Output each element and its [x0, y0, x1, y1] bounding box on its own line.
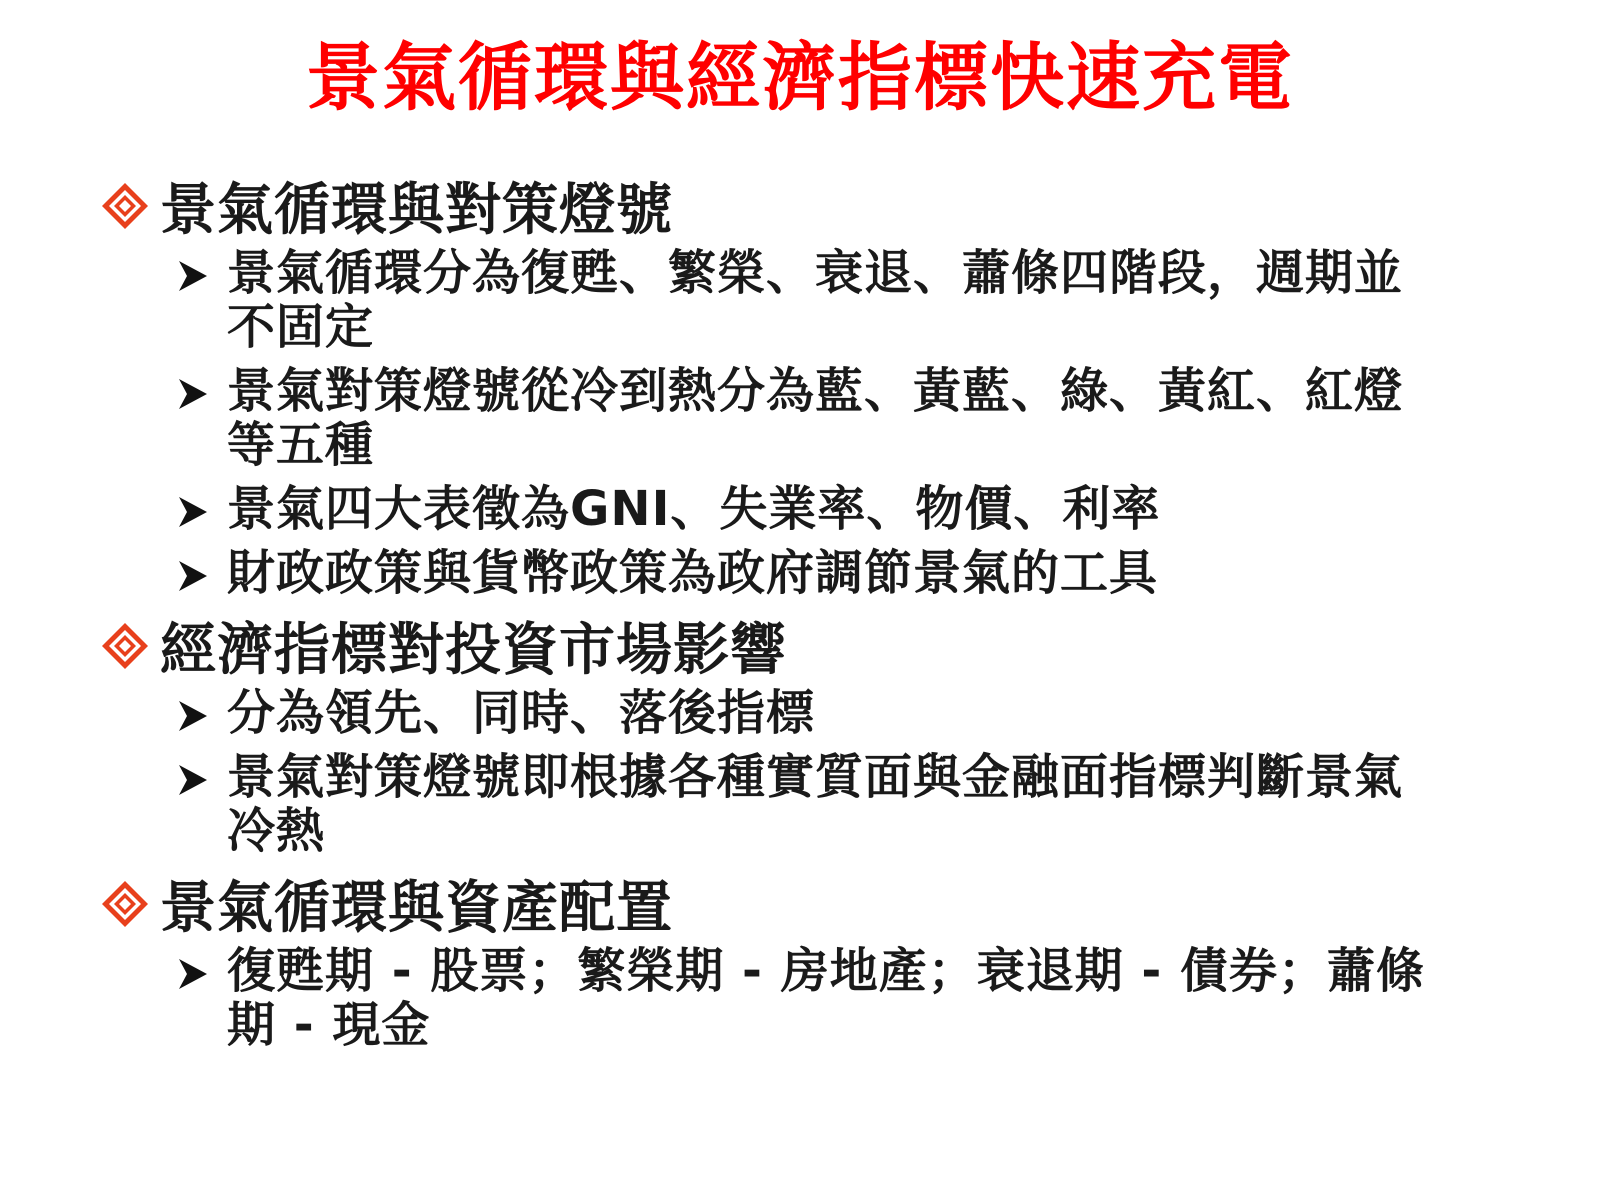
arrow-bullet-icon: [175, 258, 211, 294]
list-item: [175, 750, 1480, 858]
section-heading: 經濟指標對投資市場影響: [160, 618, 787, 683]
list-item-text: 財政政策與貨幣政策為政府調節景氣的工具: [227, 545, 1159, 601]
section-heading: 景氣循環與對策燈號: [160, 178, 673, 243]
arrow-bullet-icon: [175, 558, 211, 594]
list-item: [175, 246, 1480, 354]
section-heading: 景氣循環與資產配置: [160, 876, 673, 941]
section-business-cycle-signals: [100, 170, 1480, 600]
bullet-list: [100, 686, 1480, 858]
arrow-bullet-icon: [175, 376, 211, 412]
list-item-text: 景氣對策燈號即根據各種實質面與金融面指標判斷景氣冷熱: [227, 749, 1404, 859]
slide-content: [100, 170, 1480, 1062]
list-item-text: 復甦期 - 股票；繁榮期 - 房地產；衰退期 - 債券；蕭條期 - 現金: [227, 943, 1426, 1053]
list-item: [175, 546, 1480, 600]
section-asset-allocation: [100, 868, 1480, 1052]
list-item-text: 景氣對策燈號從冷到熱分為藍、黃藍、綠、黃紅、紅燈等五種: [227, 363, 1404, 473]
arrow-bullet-icon: [175, 698, 211, 734]
section-economic-indicators: [100, 610, 1480, 858]
diamond-bullet-icon: [100, 621, 150, 671]
arrow-bullet-icon: [175, 956, 211, 992]
section-heading-row: [100, 868, 1480, 940]
list-item: [175, 944, 1480, 1052]
list-item: [175, 364, 1480, 472]
arrow-bullet-icon: [175, 494, 211, 530]
arrow-bullet-icon: [175, 762, 211, 798]
diamond-bullet-icon: [100, 181, 150, 231]
list-item: [175, 482, 1480, 536]
list-item-text: 景氣四大表徵為GNI、失業率、物價、利率: [227, 481, 1161, 537]
section-heading-row: [100, 170, 1480, 242]
list-item: [175, 686, 1480, 740]
slide-title: 景氣循環與經濟指標快速充電: [306, 35, 1294, 121]
diamond-bullet-icon: [100, 879, 150, 929]
bullet-list: [100, 944, 1480, 1052]
section-heading-row: [100, 610, 1480, 682]
list-item-text: 景氣循環分為復甦、繁榮、衰退、蕭條四階段，週期並不固定: [227, 245, 1404, 355]
bullet-list: [100, 246, 1480, 600]
list-item-text: 分為領先、同時、落後指標: [227, 685, 816, 741]
